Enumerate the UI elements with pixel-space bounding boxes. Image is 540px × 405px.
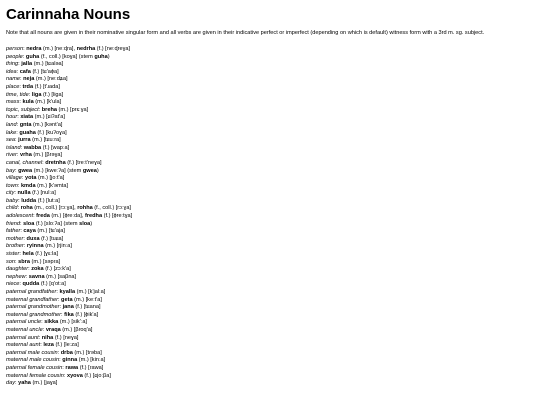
noun-entry <box>6 84 534 92</box>
entry-detail: (m.) [neːɖra], <box>41 46 77 52</box>
entry-gloss: paternal female cousin <box>6 364 63 371</box>
entry-detail: (f.) [tɕana] <box>73 304 101 311</box>
noun-entry <box>6 145 534 153</box>
entry-separator: : <box>19 251 23 258</box>
noun-entry <box>6 357 534 365</box>
entry-separator: : <box>19 83 23 90</box>
entry-gloss: village <box>6 175 22 182</box>
entry-detail: (m.) [kweːʔa] (stem <box>32 167 83 174</box>
entry-detail: (f.) [leːza] <box>53 342 79 349</box>
entry-gloss: maternal female cousin <box>6 372 64 379</box>
entry-separator: : <box>38 334 42 341</box>
entry-detail: (f.) [ɕjoːβa] <box>82 372 111 379</box>
entry-word: qudda <box>22 281 40 288</box>
entry-detail: (f.) [kuʔoɣa] <box>35 129 67 136</box>
entry-separator: : <box>56 289 60 295</box>
noun-entry <box>6 130 534 138</box>
entry-gloss: sister <box>6 251 20 258</box>
entry-word: wabba <box>23 144 42 151</box>
entry-detail: (f.) [tuɕa] <box>39 235 64 242</box>
entry-separator: : <box>61 311 65 318</box>
entry-word: sloa <box>79 220 91 227</box>
entry-separator: : <box>16 121 20 128</box>
entry-word: xyova <box>66 372 83 379</box>
entry-gloss: paternal aunt <box>6 334 39 341</box>
entry-word: drba <box>60 349 73 356</box>
entry-detail: (m.) [k'ula] <box>33 99 62 106</box>
noun-entry <box>6 205 534 213</box>
entry-word: duxa <box>26 235 40 242</box>
entry-gloss: topic, subject <box>6 106 39 113</box>
entry-detail: (f.) [ɣɛːla] <box>33 251 59 258</box>
entry-gloss: paternal uncle <box>6 319 42 326</box>
entry-detail: (f., coll.) [koɣa] (stem <box>39 53 95 60</box>
noun-entry <box>6 266 534 274</box>
entry-separator: : <box>14 190 18 197</box>
entry-detail: (m.) [βrəɣa] <box>31 152 63 159</box>
entry-detail: (f.) [tɕ'aɸa] <box>30 68 59 75</box>
entry-gloss: bay <box>6 167 16 174</box>
entry-word: sloa <box>23 220 35 227</box>
noun-entry <box>6 92 534 100</box>
noun-entry <box>6 46 534 54</box>
entry-detail: (m.) [tɕuːra] <box>30 137 61 144</box>
entry-word: nedrha <box>76 46 96 52</box>
entry-separator: : <box>20 76 24 83</box>
entry-separator: : <box>25 273 29 280</box>
entry-separator: : <box>17 114 21 121</box>
entry-separator: : <box>20 220 24 227</box>
entry-word: ludda <box>21 197 37 204</box>
entry-gloss: daughter <box>6 266 29 273</box>
entry-word: gwea <box>18 167 33 174</box>
entry-gloss: idea <box>6 68 17 75</box>
entry-gloss: brother <box>6 243 24 250</box>
entry-gloss: friend <box>6 220 20 227</box>
entry-gloss: maternal uncle <box>6 326 43 333</box>
noun-entry <box>6 175 534 183</box>
noun-entry <box>6 190 534 198</box>
entry-gloss: day <box>6 380 16 387</box>
entry-gloss: people <box>6 53 23 60</box>
entry-gloss: paternal grandmother <box>6 304 60 311</box>
entry-detail: (f.) [sloːʔa] (stem <box>34 220 80 227</box>
entry-word: geta <box>61 296 73 303</box>
entry-separator: : <box>40 342 44 349</box>
noun-entry <box>6 289 534 297</box>
entry-word: breha <box>41 106 57 113</box>
entry-gloss: island <box>6 144 21 151</box>
noun-entry <box>6 107 534 115</box>
noun-entry <box>6 99 534 107</box>
entry-detail: (m.) [k'əmta] <box>35 182 69 189</box>
entry-separator: : <box>16 152 20 159</box>
entry-word: liga <box>31 91 42 98</box>
entry-word: savna <box>28 273 45 280</box>
entry-separator: : <box>18 61 22 68</box>
entry-separator: : <box>42 159 46 166</box>
noun-entry <box>6 152 534 160</box>
entry-word: jalla <box>21 61 33 68</box>
entry-detail: (m.) [prɛːɣa] <box>57 106 89 113</box>
entry-detail: (m.) [səpɾa] <box>29 258 61 265</box>
noun-entry <box>6 259 534 267</box>
entry-word: jurra <box>18 137 31 144</box>
noun-entry <box>6 335 534 343</box>
entry-detail: (m.) [ɕiʔat'a] <box>33 114 65 121</box>
entry-detail: (f.) [nulːa] <box>30 190 56 197</box>
entry-word: xiata <box>20 114 34 121</box>
entry-separator: : <box>57 349 61 356</box>
entry-detail: (m., coll.) [rɔːɣa], <box>32 205 78 212</box>
entry-word: yaha <box>18 380 31 387</box>
entry-separator: : <box>20 228 24 235</box>
entry-separator: : <box>19 99 23 106</box>
entry-gloss: adolescent <box>6 213 34 220</box>
entry-gloss: canal, channel <box>6 159 43 166</box>
entry-separator: : <box>15 258 19 265</box>
entry-separator: : <box>17 205 21 212</box>
noun-entry <box>6 198 534 206</box>
entry-separator: : <box>20 144 24 151</box>
noun-entry <box>6 236 534 244</box>
entry-detail: (m.) [tɕaləa] <box>32 61 64 68</box>
entry-detail: (f.) [liga] <box>41 91 64 98</box>
entry-separator: : <box>28 91 32 98</box>
entry-gloss: thing <box>6 61 19 68</box>
noun-entry <box>6 251 534 259</box>
noun-entry <box>6 342 534 350</box>
entry-separator: : <box>28 266 32 273</box>
entry-detail: ) <box>107 53 110 60</box>
entry-separator: : <box>17 182 21 189</box>
entry-separator: : <box>18 197 22 204</box>
entry-gloss: hour <box>6 114 18 121</box>
entry-separator: : <box>15 167 19 174</box>
entry-detail: (f.) [ɸik'a] <box>73 311 99 318</box>
entry-separator: : <box>19 281 23 288</box>
entry-separator: : <box>38 106 42 113</box>
entry-gloss: sea <box>6 137 16 144</box>
entry-word: sbra <box>18 258 30 265</box>
noun-entry <box>6 114 534 122</box>
entry-detail: (f., coll.) [rɔːɣa] <box>92 205 131 212</box>
noun-entry <box>6 54 534 62</box>
entry-word: rohha <box>77 205 93 212</box>
entry-separator: : <box>63 372 67 379</box>
entry-gloss: person <box>6 46 24 52</box>
entry-word: ginna <box>62 357 78 364</box>
entry-detail: (m.) [k'jalːa] <box>75 289 106 295</box>
entry-gloss: lake <box>6 129 17 136</box>
noun-entry <box>6 243 534 251</box>
noun-entry <box>6 122 534 130</box>
entry-gloss: river <box>6 152 17 159</box>
entry-word: fredha <box>84 213 103 220</box>
entry-gloss: paternal grandfather <box>6 289 57 295</box>
entry-detail: ) <box>90 220 93 227</box>
entry-word: freda <box>36 213 50 220</box>
entry-separator: : <box>15 380 19 387</box>
entry-word: rawa <box>65 364 79 371</box>
entry-detail: (m.) [tɾəba] <box>72 349 102 356</box>
noun-entry <box>6 304 534 312</box>
entry-separator: : <box>22 53 26 60</box>
noun-entry <box>6 221 534 229</box>
noun-entry <box>6 319 534 327</box>
entry-word: niha <box>41 334 54 341</box>
entry-detail: (m.) [jaɣa] <box>30 380 58 387</box>
entry-detail: (m.) [joːt'a] <box>36 175 65 182</box>
noun-entry <box>6 380 534 388</box>
entry-detail: (m.) [keːt'a] <box>72 296 102 303</box>
entry-word: guaha <box>19 129 36 136</box>
entry-separator: : <box>23 46 27 52</box>
entry-word: kyalla <box>59 289 76 295</box>
noun-entry <box>6 327 534 335</box>
entry-gloss: child <box>6 205 18 212</box>
entry-detail: (m.) [kinːa] <box>77 357 106 364</box>
entry-detail: (f.) [neːɖreɣa] <box>95 46 131 52</box>
entry-word: gwea <box>82 167 97 174</box>
entry-detail: (f.) [wapːa] <box>41 144 70 151</box>
entry-separator: : <box>21 175 25 182</box>
page-title: Carinnaha Nouns <box>6 6 131 23</box>
entry-gloss: baby <box>6 197 19 204</box>
noun-entry <box>6 213 534 221</box>
noun-entry <box>6 312 534 320</box>
noun-entry <box>6 61 534 69</box>
entry-separator: : <box>42 326 46 333</box>
noun-entry <box>6 297 534 305</box>
entry-word: kmda <box>20 182 36 189</box>
entry-word: kula <box>22 99 34 106</box>
noun-entry <box>6 160 534 168</box>
entry-gloss: maternal grandfather <box>6 296 58 303</box>
entry-gloss: niece <box>6 281 20 288</box>
entry-word: jana <box>62 304 74 311</box>
entry-separator: : <box>57 296 62 303</box>
entry-word: cafa <box>19 68 31 75</box>
entry-gloss: mother <box>6 235 24 242</box>
entry-detail: (f.) [t'ɹada] <box>33 83 60 90</box>
entry-detail: ) <box>96 167 99 174</box>
entry-separator: : <box>23 243 27 250</box>
entry-gloss: mass <box>6 99 20 106</box>
entry-separator: : <box>62 364 66 371</box>
entry-word: sikka <box>44 319 59 326</box>
entry-word: vrha <box>20 152 32 159</box>
entry-gloss: son <box>6 258 16 265</box>
entry-separator: : <box>41 319 45 326</box>
entry-detail: (f.) [tɾeːt'neɣa] <box>65 159 102 166</box>
entry-word: fika <box>64 311 74 318</box>
entry-detail: (m.) [rjinːa] <box>43 243 72 250</box>
entry-gloss: name <box>6 76 20 83</box>
noun-entry <box>6 350 534 358</box>
noun-entry <box>6 281 534 289</box>
noun-entry <box>6 228 534 236</box>
entry-word: guha <box>94 53 108 60</box>
entry-separator: : <box>16 129 20 136</box>
entry-detail: (f.) [lutːa] <box>36 197 60 204</box>
noun-entry <box>6 69 534 77</box>
noun-entry <box>6 168 534 176</box>
entry-word: roha <box>20 205 33 212</box>
entry-gloss: maternal aunt <box>6 342 41 349</box>
entry-detail: (f.) [q'otːa] <box>39 281 66 288</box>
entry-word: nulla <box>17 190 31 197</box>
entry-gloss: maternal grandmother <box>6 311 62 318</box>
entry-detail: (m.) [sik'ːa] <box>58 319 87 326</box>
entry-detail: (m.) [tɕ'aja] <box>35 228 65 235</box>
entry-separator: : <box>15 137 19 144</box>
entry-word: trda <box>22 83 34 90</box>
entry-word: zoka <box>31 266 44 273</box>
entry-gloss: father <box>6 228 21 235</box>
entry-separator: : <box>33 213 37 220</box>
entry-word: dretnha <box>45 159 66 166</box>
noun-entry <box>6 137 534 145</box>
entry-word: guha <box>25 53 40 60</box>
intro-note: Note that all nouns are given in their nominative singular form and all verbs are given in their indicative perfect or imperfect (depending on which is default) witness form with a 3rd m. sg. subject. <box>6 30 485 36</box>
entry-word: nedra <box>26 46 42 52</box>
entry-detail: (f.) [zɔːk'a] <box>43 266 71 273</box>
entry-word: ryinna <box>26 243 44 250</box>
entry-gloss: maternal male cousin <box>6 357 60 364</box>
entry-gloss: paternal male cousin <box>6 349 58 356</box>
entry-word: gnta <box>19 121 32 128</box>
entry-detail: (m.) [neːdʑa] <box>34 76 68 83</box>
entry-gloss: city <box>6 190 15 197</box>
entry-gloss: nephew <box>6 273 26 280</box>
entry-separator: : <box>16 68 20 75</box>
entry-word: leza <box>43 342 54 349</box>
entry-word: vraqa <box>45 326 61 333</box>
noun-entry <box>6 365 534 373</box>
entry-word: caya <box>23 228 36 235</box>
noun-list <box>6 46 534 388</box>
entry-gloss: place <box>6 83 20 90</box>
entry-detail: (m.) [saβna] <box>44 273 77 280</box>
entry-detail: (m.) [ɸɾeːda], <box>49 213 85 220</box>
entry-detail: (m.) [βɾoq'a] <box>60 326 93 333</box>
entry-word: yota <box>24 175 37 182</box>
noun-entry <box>6 274 534 282</box>
entry-gloss: time, tide <box>6 91 29 98</box>
entry-detail: (f.) [neɣa] <box>53 334 79 341</box>
entry-separator: : <box>59 304 63 311</box>
entry-gloss: town <box>6 182 18 189</box>
entry-detail: (f.) [ɸreːtɣa] <box>102 213 133 220</box>
noun-entry <box>6 183 534 191</box>
entry-separator: : <box>23 235 27 242</box>
entry-detail: (m.) [kənt'a] <box>31 121 63 128</box>
entry-word: hela <box>22 251 34 258</box>
entry-gloss: land <box>6 121 17 128</box>
noun-entry <box>6 373 534 381</box>
noun-entry <box>6 76 534 84</box>
entry-detail: (f.) [ɾawa] <box>78 364 104 371</box>
entry-word: neja <box>23 76 35 83</box>
entry-separator: : <box>59 357 63 364</box>
